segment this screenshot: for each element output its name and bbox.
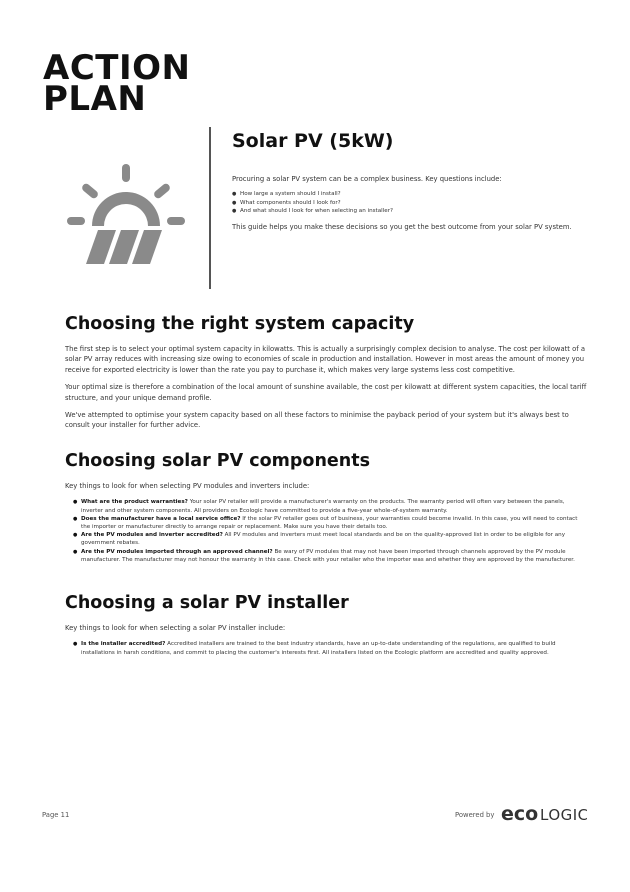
list-item xyxy=(65,640,588,656)
paragraph: We've attempted to optimise your system capacity based on all these factors to minimise the payback period of your system but it's always best to consult your installer for further advice. xyxy=(65,411,569,430)
item-answer: If the solar PV retailer goes out of business, your warranties could become invalid. In this case, you will need to contact the importer or manufacturer directly to arrange repair or replacement. Make sure you have their details too. xyxy=(81,515,578,531)
intro-text: Procuring a solar PV system can be a complex business. Key questions include: xyxy=(232,175,502,183)
heading-line-2: PLAN xyxy=(43,79,147,119)
list-item xyxy=(65,498,588,514)
page-title: Solar PV (5kW) xyxy=(232,130,394,152)
item-answer: All PV modules and inverters must meet local standards and be on the quality-approved list in order to be eligible for any government rebates. xyxy=(81,532,566,547)
item-question: Are the PV modules and inverter accredited? xyxy=(81,532,223,539)
capacity-section xyxy=(65,313,588,438)
list-item: ● And what should I look for when selecting an installer? xyxy=(232,207,602,216)
solar-panel-sun-icon xyxy=(64,160,189,270)
item-answer: Accredited installers are trained to the best industry standards, have an up-to-date understanding of the regulations, are qualified to build installations in harsh conditions, and commit to placing the customer's interests first. All installers listed on the Ecologic platform are accredited and quality approved. xyxy=(81,641,556,656)
heading-line-1: ACTION xyxy=(43,48,191,88)
logo-light-text: LOGIC xyxy=(540,806,587,824)
list-item: ● What components should I look for? xyxy=(232,199,602,208)
intro-block xyxy=(232,174,602,232)
ecologic-logo xyxy=(501,802,587,828)
logo-bold-text: eco xyxy=(501,803,539,824)
component-list xyxy=(65,498,588,564)
components-section xyxy=(65,450,588,564)
item-question: Are the PV modules imported through an approved channel? xyxy=(81,548,273,555)
action-plan-heading xyxy=(43,48,191,119)
item-answer: Be wary of PV modules that may not have been imported through channels approved by the PV module manufacturer. The manufacturer may not honour the warranty in this case. Check with your retailer who the importer was and whether they are approved by the manufacturer. xyxy=(81,548,575,563)
page-number: Page 11 xyxy=(42,811,70,819)
item-answer: Your solar PV retailer will provide a manufacturer's warranty on the products. The warranty period will often vary between the panels, inverter and other system components. All providers on Ecologic have committed to provide a five-year whole-of-system warranty. xyxy=(81,499,565,514)
list-item: ● How large a system should I install? xyxy=(232,190,602,199)
section-heading: Choosing the right system capacity xyxy=(65,314,415,334)
list-item xyxy=(65,515,588,531)
item-question: What are the product warranties? xyxy=(81,499,188,506)
paragraph: Key things to look for when selecting PV modules and inverters include: xyxy=(65,482,310,490)
paragraph: The first step is to select your optimal system capacity in kilowatts. This is actually a surprisingly complex decision to analyse. The cost per kilowatt of a solar PV array reduces with increasing size owing to economies of scale in production and installation. However in most areas the amount of money you receive for exported electricity is lower than the rate you pay to purchase it, which makes very large systems less cost competitive. xyxy=(65,345,585,374)
item-question: Is the installer accredited? xyxy=(81,641,166,648)
list-item xyxy=(65,548,588,564)
section-heading: Choosing solar PV components xyxy=(65,451,371,471)
vertical-divider xyxy=(209,127,211,289)
paragraph: Your optimal size is therefore a combination of the local amount of sunshine available, the cost per kilowatt at different system capacities, the local tariff structure, and your unique demand profile. xyxy=(65,383,587,402)
list-item xyxy=(65,531,588,547)
section-heading: Choosing a solar PV installer xyxy=(65,593,349,613)
item-question: Does the manufacturer have a local service office? xyxy=(81,515,241,522)
question-list xyxy=(232,190,602,216)
installer-list xyxy=(65,640,588,656)
guide-text: This guide helps you make these decisions so you get the best outcome from your solar PV system. xyxy=(232,222,572,231)
installer-section xyxy=(65,592,588,657)
powered-by-label: Powered by xyxy=(455,811,495,819)
paragraph: Key things to look for when selecting a solar PV installer include: xyxy=(65,624,286,632)
